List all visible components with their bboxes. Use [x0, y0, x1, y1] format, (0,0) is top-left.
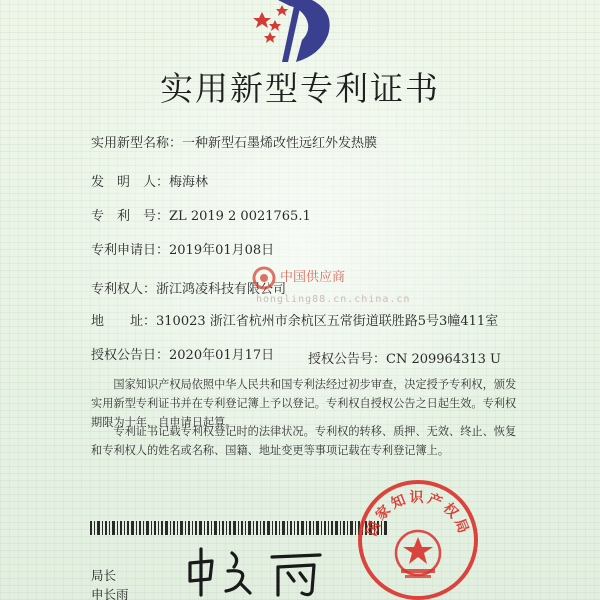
patent-number-label: 专 利 号：	[91, 209, 170, 224]
grant-date-row	[91, 348, 274, 364]
barcode-icon	[90, 521, 388, 535]
director-title-label: 局长	[91, 568, 117, 583]
director-name-label: 申长雨	[91, 587, 129, 600]
inventor-value: 梅海林	[169, 175, 209, 190]
watermark-url: hongling88.cn.china.cn	[256, 294, 411, 305]
official-seal-icon	[353, 475, 483, 600]
patent-office-emblem-icon	[240, 0, 350, 62]
china-supplier-logo-icon	[252, 266, 276, 290]
filing-date-label: 专利申请日：	[91, 243, 170, 258]
watermark-logo-text: 中国供应商	[280, 270, 346, 285]
legal-status-paragraph: 专利证书记载专利权登记时的法律状况。专利权的转移、质押、无效、终止、恢复和专利权人的姓名或名称、国籍、地址变更等事项记载在专利登记簿上。	[91, 425, 517, 457]
director-signature-icon	[180, 545, 330, 600]
grant-number-label: 授权公告号：	[308, 352, 387, 367]
patentee-label: 专利权人：	[91, 282, 157, 297]
utility-model-name-row	[91, 136, 377, 152]
grant-number-value: CN 209964313 U	[386, 352, 501, 367]
utility-model-name-value: 一种新型石墨烯改性远红外发热膜	[182, 136, 378, 151]
address-row	[91, 314, 498, 330]
patent-number-row	[91, 209, 311, 225]
inventor-row	[91, 175, 208, 191]
patentee-value: 浙江鸿凌科技有限公司	[156, 282, 287, 297]
grant-number-row	[308, 348, 501, 367]
seal-text: 国家知识产权局	[363, 490, 473, 539]
certificate-title: 实用新型专利证书	[160, 69, 440, 108]
patent-number-value: ZL 2019 2 0021765.1	[169, 209, 311, 224]
filing-date-value: 2019年01月08日	[169, 243, 275, 258]
grant-date-label: 授权公告日：	[91, 348, 170, 363]
grant-date-value: 2020年01月17日	[169, 348, 275, 363]
utility-model-name-label: 实用新型名称：	[91, 136, 183, 151]
grant-statement-paragraph: 国家知识产权局依照中华人民共和国专利法经过初步审查，决定授予专利权，颁发实用新型专利证书并在专利登记簿上予以登记。专利权自授权公告之日起生效。专利权期限为十年，自申请日起算。	[91, 378, 517, 429]
inventor-label: 发 明 人：	[91, 175, 170, 190]
filing-date-row	[91, 243, 274, 259]
address-value: 310023 浙江省杭州市余杭区五常街道联胜路5号3幢411室	[156, 314, 499, 329]
address-label: 地 址：	[91, 314, 157, 329]
